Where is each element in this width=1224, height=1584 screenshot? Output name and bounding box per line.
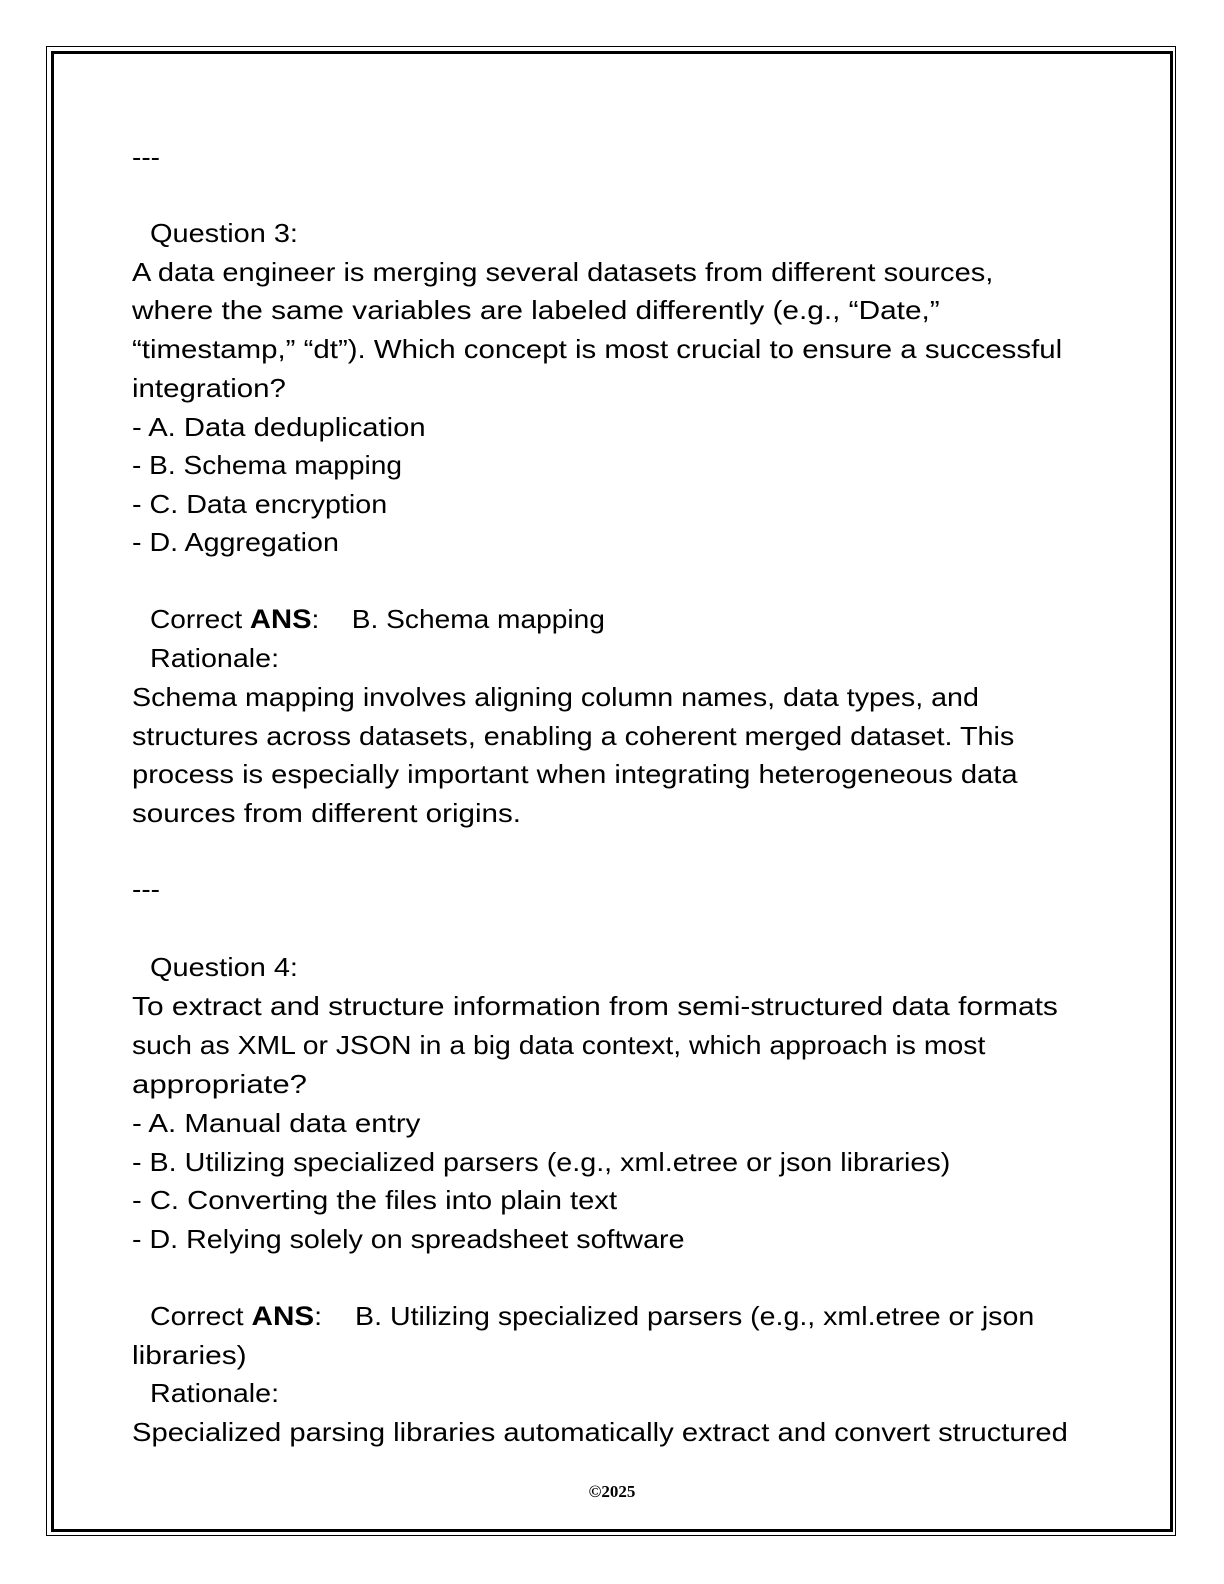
question-4-rationale-label: Rationale: bbox=[150, 1378, 280, 1408]
question-3-option-c: - C. Data encryption bbox=[132, 489, 388, 519]
question-4-text-line: To extract and structure information from semi-structured data formats bbox=[132, 991, 1058, 1021]
question-4-option-b: - B. Utilizing specialized parsers (e.g., xml.etree or json libraries) bbox=[132, 1147, 951, 1177]
question-3-option-d: - D. Aggregation bbox=[132, 527, 339, 557]
question-4-rationale-line: Specialized parsing libraries automatically extract and convert structured bbox=[132, 1417, 1068, 1447]
question-4-correct-answer bbox=[150, 1301, 1034, 1331]
question-4-option-c: - C. Converting the files into plain text bbox=[132, 1185, 618, 1215]
question-3-option-b: - B. Schema mapping bbox=[132, 450, 403, 480]
copyright-footer: ©2025 bbox=[588, 1482, 636, 1501]
section-separator: --- bbox=[132, 142, 160, 172]
question-3-text-line: A data engineer is merging several datasets from different sources, bbox=[132, 257, 994, 287]
ans-colon: : bbox=[311, 604, 320, 634]
question-3-text-line: where the same variables are labeled differently (e.g., “Date,” bbox=[132, 295, 940, 325]
question-3-correct-answer bbox=[150, 604, 605, 634]
question-3-rationale-label: Rationale: bbox=[150, 643, 280, 673]
correct-prefix: Correct bbox=[150, 1301, 252, 1331]
question-3-rationale-line: structures across datasets, enabling a coherent merged dataset. This bbox=[132, 721, 1015, 751]
ans-label: ANS bbox=[251, 1301, 315, 1331]
question-4-text-line: appropriate? bbox=[132, 1069, 307, 1099]
question-4-correct-answer-continued: libraries) bbox=[132, 1340, 247, 1370]
question-3-text-line: integration? bbox=[132, 373, 286, 403]
question-3-rationale-line: Schema mapping involves aligning column names, data types, and bbox=[132, 682, 979, 712]
correct-prefix: Correct bbox=[150, 604, 250, 634]
question-3-option-a: - A. Data deduplication bbox=[132, 412, 426, 442]
question-3-text-line: “timestamp,” “dt”). Which concept is most crucial to ensure a successful bbox=[132, 334, 1063, 364]
question-3-label: Question 3: bbox=[150, 218, 298, 248]
correct-answer-text: B. Schema mapping bbox=[351, 604, 605, 634]
question-3-rationale-line: sources from different origins. bbox=[132, 798, 521, 828]
correct-answer-text: B. Utilizing specialized parsers (e.g., xml.etree or json bbox=[355, 1301, 1035, 1331]
ans-label: ANS bbox=[249, 604, 312, 634]
question-3-rationale-line: process is especially important when integrating heterogeneous data bbox=[132, 759, 1018, 789]
section-separator: --- bbox=[132, 874, 160, 904]
ans-colon: : bbox=[314, 1301, 323, 1331]
question-4-option-d: - D. Relying solely on spreadsheet software bbox=[132, 1224, 685, 1254]
question-4-text-line: such as XML or JSON in a big data context, which approach is most bbox=[132, 1030, 986, 1060]
question-4-option-a: - A. Manual data entry bbox=[132, 1108, 421, 1138]
question-4-label: Question 4: bbox=[150, 952, 298, 982]
